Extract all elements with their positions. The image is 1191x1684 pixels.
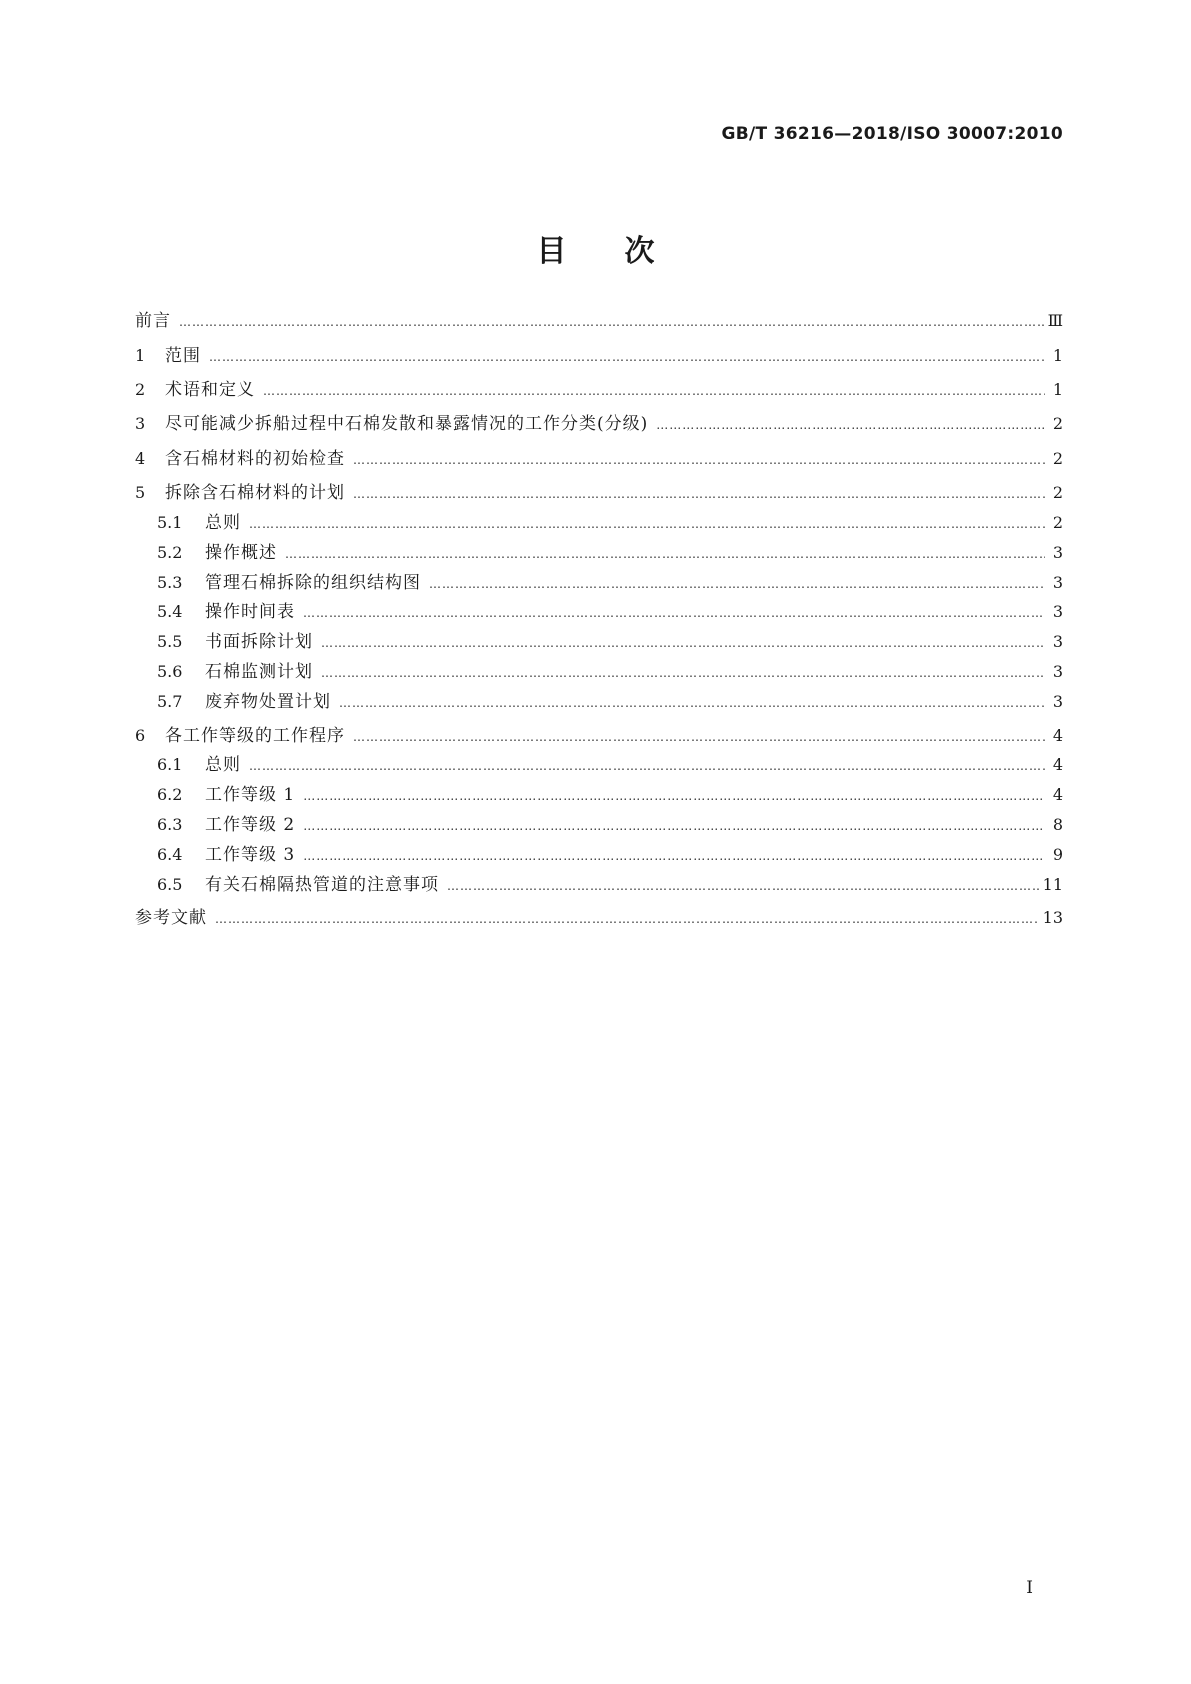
toc-dot-leader <box>209 350 1045 364</box>
toc-entry-label: 尽可能减少拆船过程中石棉发散和暴露情况的工作分类(分级) <box>165 414 649 434</box>
toc-entry-6-2[interactable] <box>157 780 1063 804</box>
toc-dot-leader <box>303 849 1045 863</box>
toc-entry-number: 5.1 <box>157 513 183 532</box>
toc-dot-leader <box>353 487 1045 501</box>
toc-entry-label: 工作等级 3 <box>205 845 296 865</box>
toc-dot-leader <box>321 666 1045 680</box>
toc-entry-number: 2 <box>135 380 146 399</box>
toc-entry-5-1[interactable] <box>157 508 1063 532</box>
toc-dot-leader <box>303 819 1045 833</box>
toc-dot-leader <box>249 517 1045 531</box>
toc-entry-6-4[interactable] <box>157 840 1063 864</box>
toc-entry-label: 书面拆除计划 <box>205 632 313 652</box>
toc-entry-page: 3 <box>1052 632 1063 651</box>
standard-code: GB/T 36216—2018/ISO 30007:2010 <box>721 124 1063 144</box>
toc-entry-page: 2 <box>1052 449 1063 468</box>
toc-entry-number: 6 <box>135 726 146 745</box>
toc-entry-label: 拆除含石棉材料的计划 <box>165 483 345 503</box>
toc-entry-number: 6.1 <box>157 755 183 774</box>
toc-entry-5-7[interactable] <box>157 687 1063 711</box>
toc-entry-page: 4 <box>1052 755 1063 774</box>
toc-entry-number: 4 <box>135 449 146 468</box>
toc-dot-leader <box>447 879 1039 893</box>
toc-dot-leader <box>656 418 1045 432</box>
toc-entry-label: 操作概述 <box>205 543 277 563</box>
toc-entry-number: 6.3 <box>157 815 183 834</box>
toc-entry-label: 术语和定义 <box>165 380 255 400</box>
toc-entry-2[interactable] <box>135 375 1063 399</box>
toc-entry-label: 参考文献 <box>135 908 207 928</box>
toc-entry-6-5[interactable] <box>157 870 1063 894</box>
toc-entry-6[interactable] <box>135 721 1063 745</box>
toc-entry-label: 前言 <box>135 311 171 331</box>
toc-entry-label: 各工作等级的工作程序 <box>165 726 345 746</box>
toc-dot-leader <box>429 577 1045 591</box>
toc-entry-foreword[interactable] <box>135 306 1063 330</box>
toc-entry-bibliography[interactable] <box>135 903 1063 927</box>
toc-entry-3[interactable] <box>135 409 1063 433</box>
toc-entry-page: 3 <box>1052 573 1063 592</box>
toc-entry-6-3[interactable] <box>157 810 1063 834</box>
toc-entry-number: 3 <box>135 414 146 433</box>
toc-dot-leader <box>339 696 1045 710</box>
toc-entry-page: 2 <box>1052 513 1063 532</box>
toc-entry-page: 9 <box>1052 845 1063 864</box>
toc-entry-label: 管理石棉拆除的组织结构图 <box>205 573 421 593</box>
toc-entry-number: 6.4 <box>157 845 183 864</box>
toc-entry-5-5[interactable] <box>157 627 1063 651</box>
toc-dot-leader <box>303 789 1045 803</box>
toc-entry-number: 5 <box>135 483 146 502</box>
toc-dot-leader <box>321 636 1045 650</box>
page-title: 目次 <box>536 234 713 269</box>
toc-entry-1[interactable] <box>135 341 1063 365</box>
toc-entry-page: 2 <box>1052 414 1063 433</box>
toc-entry-label: 废弃物处置计划 <box>205 692 331 712</box>
toc-entry-label: 石棉监测计划 <box>205 662 313 682</box>
toc-entry-page: 3 <box>1052 692 1063 711</box>
toc-entry-6-1[interactable] <box>157 750 1063 774</box>
toc-dot-leader <box>353 453 1045 467</box>
toc-entry-4[interactable] <box>135 444 1063 468</box>
toc-entry-number: 5.4 <box>157 602 183 621</box>
toc-entry-label: 总则 <box>205 755 241 775</box>
toc-entry-page: 1 <box>1052 380 1063 399</box>
toc-dot-leader <box>263 384 1045 398</box>
toc-entry-number: 1 <box>135 346 146 365</box>
toc-entry-number: 6.5 <box>157 875 183 894</box>
toc-entry-page: Ⅲ <box>1047 311 1063 330</box>
toc-dot-leader <box>285 547 1045 561</box>
toc-entry-page: 1 <box>1052 346 1063 365</box>
toc-entry-5[interactable] <box>135 478 1063 502</box>
toc-entry-label: 有关石棉隔热管道的注意事项 <box>205 875 439 895</box>
toc-entry-label: 工作等级 2 <box>205 815 296 835</box>
toc-entry-number: 5.5 <box>157 632 183 651</box>
toc-entry-label: 工作等级 1 <box>205 785 296 805</box>
toc-entry-page: 4 <box>1052 726 1063 745</box>
toc-entry-label: 操作时间表 <box>205 602 295 622</box>
toc-entry-page: 8 <box>1052 815 1063 834</box>
toc-entry-page: 3 <box>1052 662 1063 681</box>
toc-entry-page: 3 <box>1052 543 1063 562</box>
toc-entry-page: 11 <box>1042 875 1063 894</box>
toc-entry-5-3[interactable] <box>157 568 1063 592</box>
toc-dot-leader <box>249 759 1045 773</box>
toc-dot-leader <box>303 606 1045 620</box>
toc-dot-leader <box>215 912 1039 926</box>
toc-entry-number: 5.6 <box>157 662 183 681</box>
toc-entry-number: 5.3 <box>157 573 183 592</box>
toc-entry-page: 3 <box>1052 602 1063 621</box>
toc-entry-number: 6.2 <box>157 785 183 804</box>
toc-entry-5-2[interactable] <box>157 538 1063 562</box>
toc-entry-5-4[interactable] <box>157 597 1063 621</box>
toc-dot-leader <box>353 730 1045 744</box>
page-number: I <box>1026 1578 1033 1598</box>
toc-entry-page: 2 <box>1052 483 1063 502</box>
toc-entry-5-6[interactable] <box>157 657 1063 681</box>
toc-entry-page: 13 <box>1042 908 1063 927</box>
toc-entry-page: 4 <box>1052 785 1063 804</box>
toc-entry-label: 总则 <box>205 513 241 533</box>
toc-entry-label: 含石棉材料的初始检查 <box>165 449 345 469</box>
toc-entry-label: 范围 <box>165 346 201 366</box>
toc-dot-leader <box>179 315 1044 329</box>
toc-entry-number: 5.7 <box>157 692 183 711</box>
toc-entry-number: 5.2 <box>157 543 183 562</box>
